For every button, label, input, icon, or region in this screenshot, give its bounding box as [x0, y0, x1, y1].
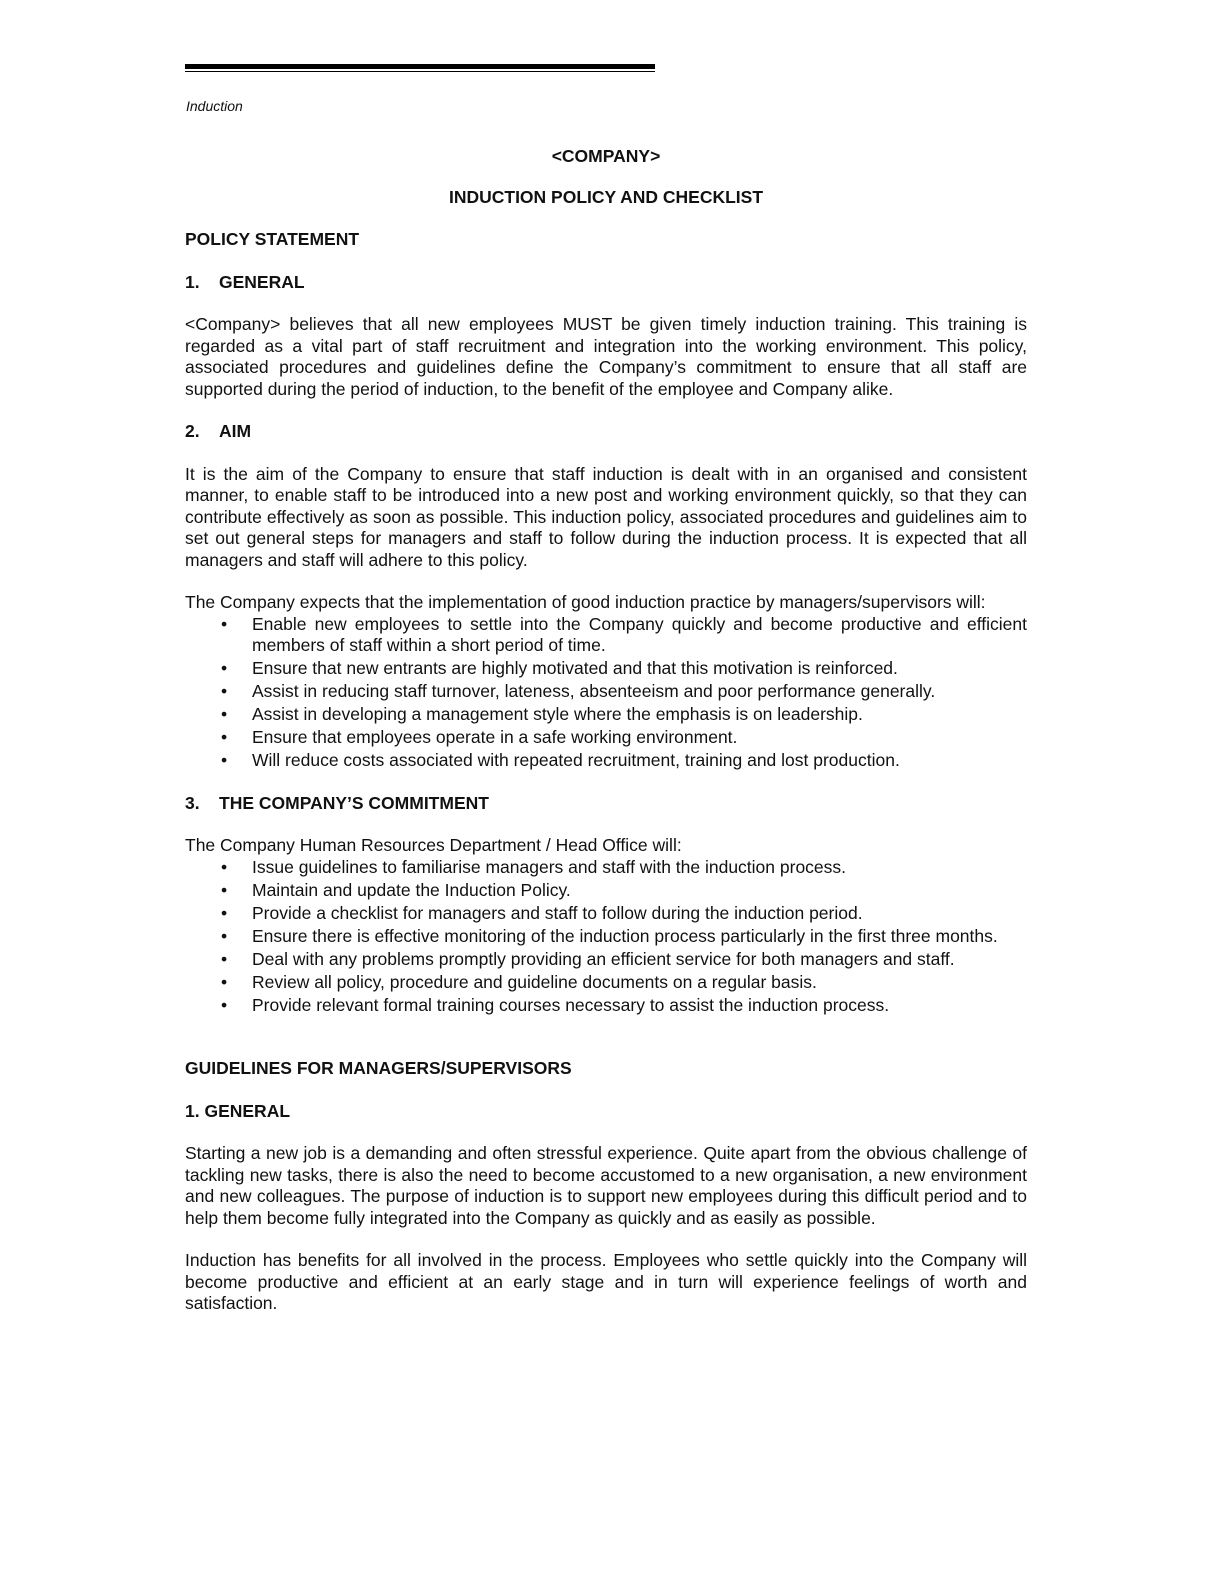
aim-paragraph: It is the aim of the Company to ensure that staff induction is dealt with in an organised and consistent manner, to enable staff to be introduced into a new post and working environment quickly, so that they can contribute effectively as soon as possible. This induction policy, associated procedures and guidelines aim to set out general steps for managers and staff to follow during the induction process. It is expected that all managers and staff will adhere to this policy.: [185, 463, 1027, 570]
list-item: • Ensure that employees operate in a safe working environment.: [221, 727, 738, 747]
document-title: INDUCTION POLICY AND CHECKLIST: [448, 186, 764, 207]
bullet-icon: •: [221, 704, 228, 724]
list-item: • Issue guidelines to familiarise managers and staff with the induction process.: [221, 856, 847, 877]
company-name: <COMPANY>: [551, 146, 661, 166]
commitment-intro: The Company Human Resources Department / Head Office will:: [185, 835, 682, 855]
section-title: AIM: [219, 421, 252, 441]
section-number: 2.: [185, 421, 200, 441]
list-item: • Deal with any problems promptly providing an efficient service for both managers and staff.: [221, 948, 955, 969]
list-item: • Enable new employees to settle into the Company quickly and become productive and efficient members of staff within a short period of time.: [221, 613, 1027, 655]
list-item: • Will reduce costs associated with repeated recruitment, training and lost production.: [221, 750, 900, 770]
bullet-icon: •: [221, 613, 228, 634]
header-rule-thin: [185, 71, 655, 72]
aim-bullet-list: [185, 614, 1027, 772]
guidelines-paragraph: Starting a new job is a demanding and often stressful experience. Quite apart from the obvious challenge of tackling new tasks, there is also the need to become accustomed to a new organisation, a new environment and new colleagues. The purpose of induction is to support new employees during this difficult period and to help them become fully integrated into the Company as quickly and as easily as possible.: [185, 1143, 1027, 1228]
section-aim-heading: [185, 421, 1027, 443]
aim-intro: The Company expects that the implementation of good induction practice by managers/supervisors will:: [185, 592, 986, 612]
guidelines-paragraph: Induction has benefits for all involved in the process. Employees who settle quickly into the Company will become productive and efficient at an early stage and in turn will experience feelings of worth and satisfaction.: [185, 1250, 1027, 1313]
guidelines-general-heading: 1. GENERAL: [185, 1100, 291, 1121]
bullet-icon: •: [221, 681, 228, 701]
bullet-icon: •: [221, 902, 228, 923]
section-title: THE COMPANY’S COMMITMENT: [219, 792, 489, 813]
section-title: GENERAL: [219, 271, 305, 292]
general-paragraph: <Company> believes that all new employees MUST be given timely induction training. This training is regarded as a vital part of staff recruitment and integration into the working environment. This policy, associated procedures and guidelines define the Company’s commitment to ensure that all staff are supported during the period of induction, to the benefit of the employee and Company alike.: [185, 314, 1027, 399]
header-rule: [185, 64, 655, 72]
list-item: • Ensure there is effective monitoring of the induction process particularly in the first three months.: [221, 925, 998, 946]
list-item: • Ensure that new entrants are highly motivated and that this motivation is reinforced.: [221, 658, 898, 678]
list-item: • Provide relevant formal training courses necessary to assist the induction process.: [221, 994, 890, 1015]
guidelines-heading: GUIDELINES FOR MANAGERS/SUPERVISORS: [185, 1058, 572, 1078]
section-general-heading: [185, 272, 1027, 294]
commitment-bullet-list: [185, 857, 1027, 1017]
bullet-icon: •: [221, 971, 228, 992]
bullet-icon: •: [221, 750, 228, 770]
section-number: 3.: [185, 792, 200, 813]
list-item: • Assist in reducing staff turnover, lateness, absenteeism and poor performance generally.: [221, 681, 936, 701]
section-commitment-heading: [185, 793, 1027, 815]
bullet-icon: •: [221, 727, 228, 747]
bullet-icon: •: [221, 879, 228, 900]
policy-statement-heading: POLICY STATEMENT: [185, 229, 360, 249]
bullet-icon: •: [221, 658, 228, 678]
document-body: [185, 146, 1027, 1336]
bullet-icon: •: [221, 948, 228, 969]
section-number: 1.: [185, 271, 200, 292]
list-item: • Review all policy, procedure and guideline documents on a regular basis.: [221, 971, 817, 992]
list-item: • Assist in developing a management style where the emphasis is on leadership.: [221, 704, 863, 724]
bullet-icon: •: [221, 925, 228, 946]
bullet-icon: •: [221, 856, 228, 877]
list-item: • Maintain and update the Induction Policy.: [221, 879, 571, 900]
bullet-icon: •: [221, 994, 228, 1015]
list-item: • Provide a checklist for managers and staff to follow during the induction period.: [221, 902, 863, 923]
running-header: Induction: [186, 98, 243, 114]
